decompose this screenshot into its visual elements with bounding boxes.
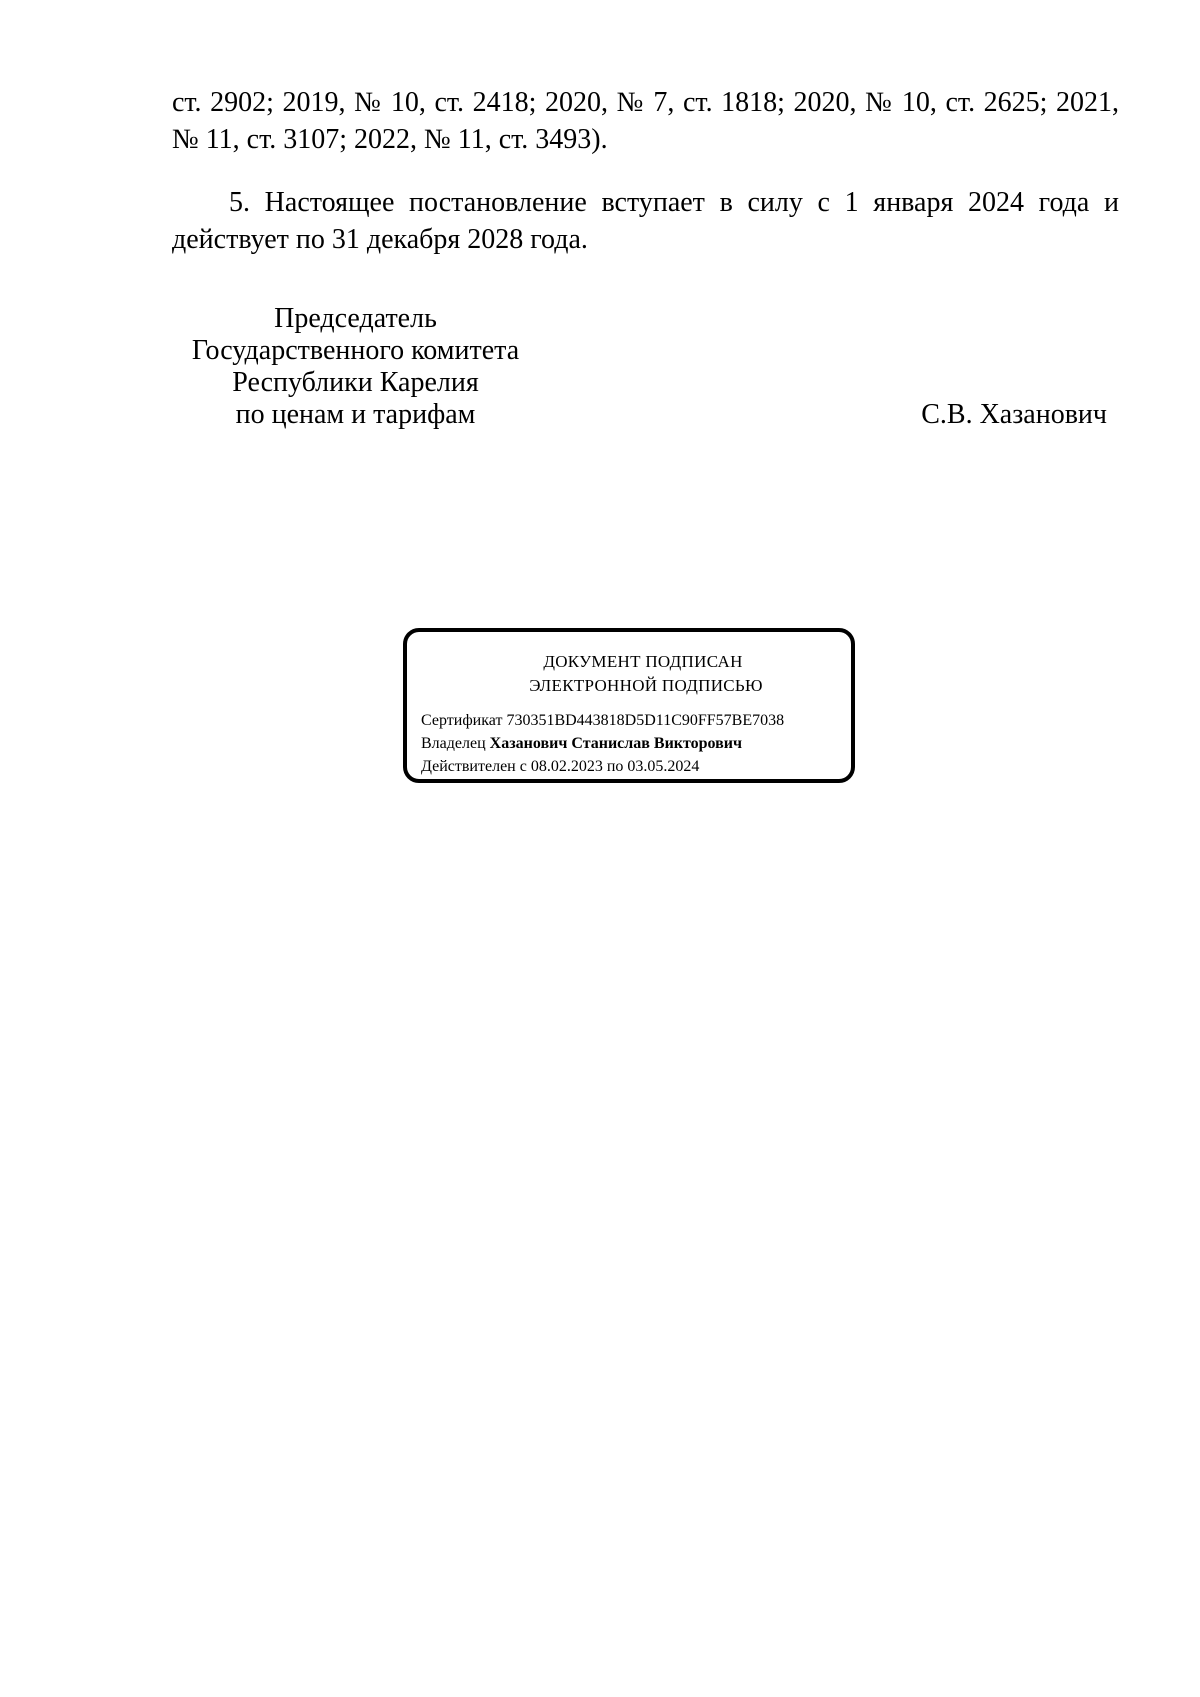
stamp-header: [407, 650, 851, 698]
signer-position-line: Республики Карелия: [232, 367, 479, 398]
stamp-details: [421, 709, 841, 778]
certificate-label: Сертификат: [421, 712, 503, 729]
paragraph-line: 5. Настоящее постановление вступает в силу с 1 января 2024 года и: [229, 187, 1119, 218]
paragraph-line: № 11, ст. 3107; 2022, № 11, ст. 3493).: [172, 124, 608, 155]
stamp-owner-row: [421, 732, 841, 755]
valid-label: Действителен с: [421, 758, 527, 775]
valid-to-label: по: [606, 758, 624, 775]
stamp-certificate-row: [421, 709, 841, 732]
paragraph-line: действует по 31 декабря 2028 года.: [172, 224, 588, 255]
paragraph-line: ст. 2902; 2019, № 10, ст. 2418; 2020, № 7, ст. 1818; 2020, № 10, ст. 2625; 2021,: [172, 87, 1119, 118]
signer-position-line: Председатель: [274, 303, 437, 334]
owner-value: Хазанович Станислав Викторович: [489, 735, 743, 752]
signer-position-line: Государственного комитета: [191, 335, 520, 366]
paragraph-effective-date: [172, 184, 1119, 258]
certificate-value: 730351BD443818D5D11C90FF57BE7038: [506, 712, 785, 729]
signer-name: С.В. Хазанович: [921, 399, 1107, 430]
stamp-header-line: ЭЛЕКТРОННОЙ ПОДПИСЬЮ: [529, 676, 763, 695]
paragraph-references: [172, 84, 1119, 158]
e-signature-stamp: [403, 628, 855, 783]
stamp-header-line: ДОКУМЕНТ ПОДПИСАН: [543, 652, 743, 671]
signer-position: [172, 303, 539, 431]
owner-label: Владелец: [421, 735, 486, 752]
stamp-validity-row: [421, 755, 841, 778]
valid-from: 08.02.2023: [530, 758, 603, 775]
signer-position-line: по ценам и тарифам: [235, 399, 476, 430]
valid-to: 03.05.2024: [627, 758, 700, 775]
